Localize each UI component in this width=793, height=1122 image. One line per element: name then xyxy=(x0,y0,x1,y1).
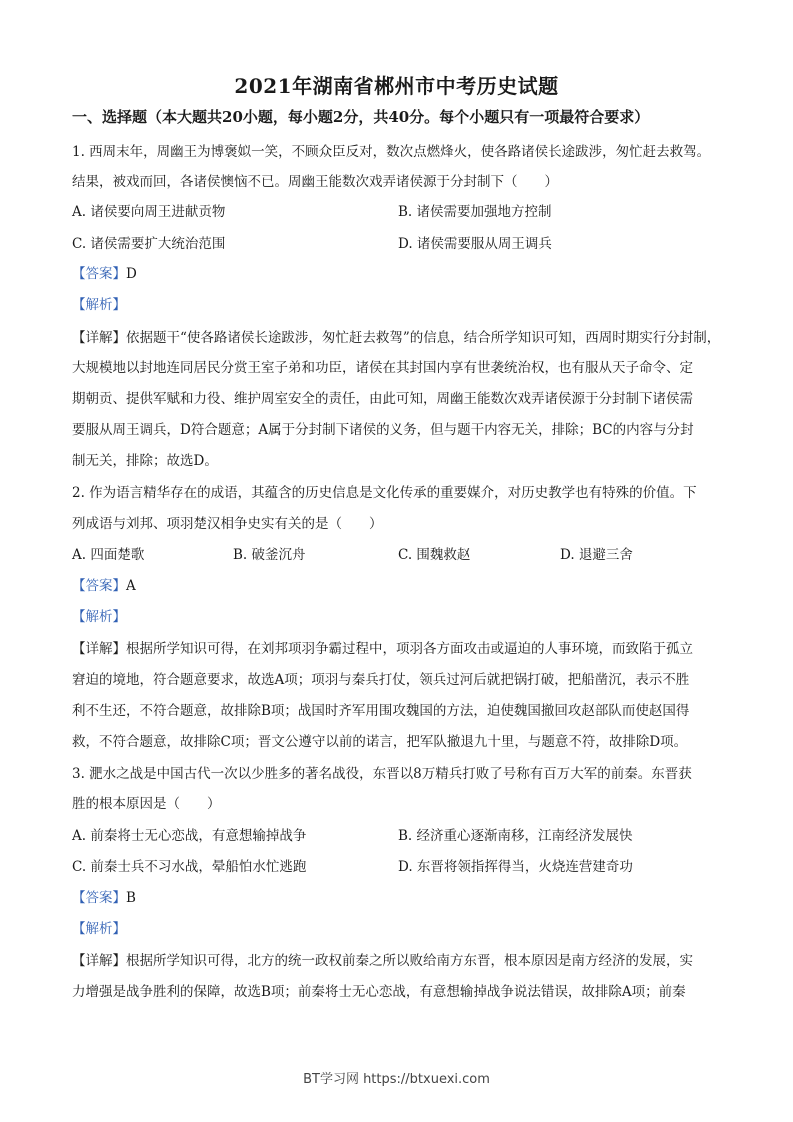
section-heading: 一、选择题（本大题共20小题，每小题2分，共40分。每个小题只有一项最符合要求） xyxy=(72,108,650,126)
q1-stem-line-2: 结果，被戏而回，各诸侯懊恼不已。周幽王能数次戏弄诸侯源于分封制下（ ） xyxy=(72,174,558,190)
answer-value: A xyxy=(126,578,136,594)
q1-detail-line-1 xyxy=(72,328,722,348)
q3-option-c: C. 前秦士兵不习水战，晕船怕水忙逃跑 xyxy=(72,859,307,875)
answer-value: B xyxy=(126,890,136,906)
q1-option-d: D. 诸侯需要服从周王调兵 xyxy=(398,236,552,252)
footer-watermark: BT学习网 https://btxuexi.com xyxy=(303,1072,490,1087)
q1-stem-line-1: 1. 西周末年，周幽王为博褒姒一笑，不顾众臣反对，数次点燃烽火，使各路诸侯长途跋涉，匆忙赶去救驾。 xyxy=(72,144,711,160)
q1-detail-line-2: 大规模地以封地连同居民分赏王室子弟和功臣，诸侯在其封国内享有世袭统治权，也有服从天子命令、定 xyxy=(72,360,693,376)
q1-detail-line-3: 期朝贡、提供军赋和力役、维护周室安全的责任，由此可知，周幽王能数次戏弄诸侯源于分封制下诸侯需 xyxy=(72,391,693,407)
q3-option-d: D. 东晋将领指挥得当，火烧连营建奇功 xyxy=(398,859,633,875)
q2-detail-line-3: 利不生还，不符合题意，故排除B项；战国时齐军用围攻魏国的方法，迫使魏国撤回攻赵部队而使赵国得 xyxy=(72,703,690,719)
q1-answer xyxy=(72,264,137,284)
answer-value: D xyxy=(126,266,137,282)
q3-detail-line-1 xyxy=(72,951,722,971)
q3-option-a: A. 前秦将士无心恋战，有意想输掉战争 xyxy=(72,828,307,844)
q2-option-a: A. 四面楚歌 xyxy=(72,547,145,563)
q2-option-d: D. 退避三舍 xyxy=(560,547,633,563)
page-title: 2021年湖南省郴州市中考历史试题 xyxy=(234,74,559,98)
q3-option-b: B. 经济重心逐渐南移，江南经济发展快 xyxy=(398,828,633,844)
q1-detail-line-5: 制无关，排除；故选D。 xyxy=(72,453,218,469)
q3-stem-line-1: 3. 淝水之战是中国古代一次以少胜多的著名战役，东晋以8万精兵打败了号称有百万大军的前秦。东晋获 xyxy=(72,766,692,782)
q1-option-a: A. 诸侯要向周王进献贡物 xyxy=(72,204,226,220)
q2-answer xyxy=(72,576,136,596)
detail-label: 【详解】 xyxy=(72,641,126,657)
answer-label: 【答案】 xyxy=(72,266,126,282)
detail-label: 【详解】 xyxy=(72,330,126,346)
q1-detail-line-4: 要服从周王调兵，D符合题意；A属于分封制下诸侯的义务，但与题干内容无关，排除；BC的内容与分封 xyxy=(72,422,694,438)
q3-detail-line-2: 力增强是战争胜利的保障，故选B项；前秦将士无心恋战，有意想输掉战争说法错误，故排除A项；前秦 xyxy=(72,984,686,1000)
q1-option-b: B. 诸侯需要加强地方控制 xyxy=(398,204,552,220)
detail-label: 【详解】 xyxy=(72,953,126,969)
q2-stem-line-1: 2. 作为语言精华存在的成语，其蕴含的历史信息是文化传承的重要媒介，对历史教学也有特殊的价值。下 xyxy=(72,485,697,501)
analysis-label: 【解析】 xyxy=(72,297,126,313)
q2-detail-line-1 xyxy=(72,639,722,659)
detail-text: 依据题干“使各路诸侯长途跋涉，匆忙赶去救驾”的信息，结合所学知识可知，西周时期实行分封制， xyxy=(126,330,721,346)
q1-analysis-label xyxy=(72,295,126,315)
detail-text: 根据所学知识可得，北方的统一政权前秦之所以败给南方东晋，根本原因是南方经济的发展，实 xyxy=(126,953,693,969)
detail-text: 根据所学知识可得，在刘邦项羽争霸过程中，项羽各方面攻击或逼迫的人事环境，而致陷于孤立 xyxy=(126,641,693,657)
analysis-label: 【解析】 xyxy=(72,921,126,937)
q2-stem-line-2: 列成语与刘邦、项羽楚汉相争史实有关的是（ ） xyxy=(72,516,383,532)
answer-label: 【答案】 xyxy=(72,890,126,906)
q2-analysis-label xyxy=(72,607,126,627)
q2-detail-line-4: 救，不符合题意，故排除C项；晋文公遵守以前的诺言，把军队撤退九十里，与题意不符，故排除D项。 xyxy=(72,734,688,750)
answer-label: 【答案】 xyxy=(72,578,126,594)
q3-answer xyxy=(72,888,136,908)
q2-detail-line-2: 窘迫的境地，符合题意要求，故选A项；项羽与秦兵打仗，领兵过河后就把锅打破，把船凿沉，表示不胜 xyxy=(72,672,690,688)
q1-option-c: C. 诸侯需要扩大统治范围 xyxy=(72,236,226,252)
analysis-label: 【解析】 xyxy=(72,609,126,625)
q2-option-c: C. 围魏救赵 xyxy=(398,547,471,563)
q3-analysis-label xyxy=(72,919,126,939)
q2-option-b: B. 破釜沉舟 xyxy=(233,547,306,563)
q3-stem-line-2: 胜的根本原因是（ ） xyxy=(72,796,221,812)
